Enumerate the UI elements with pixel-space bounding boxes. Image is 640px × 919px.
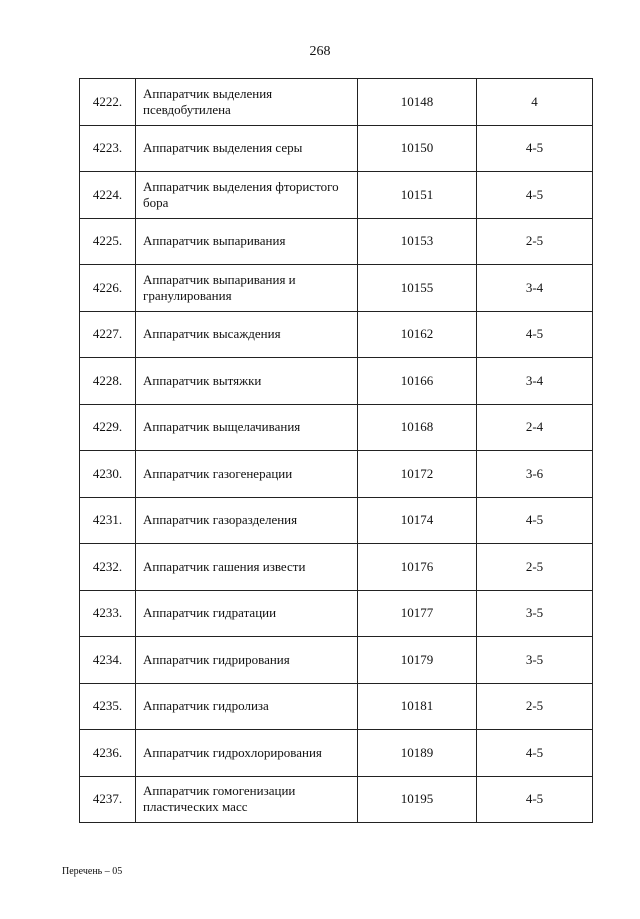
professions-table: [79, 78, 593, 823]
profession-code-cell: 10174: [358, 497, 477, 544]
category-range-cell: 4: [477, 79, 593, 126]
profession-code-cell: 10151: [358, 172, 477, 219]
profession-name-cell: Аппаратчик выпаривания и гранулирования: [136, 265, 358, 312]
category-range-cell: 3-6: [477, 451, 593, 498]
table-row: [80, 683, 593, 730]
profession-code-cell: 10168: [358, 404, 477, 451]
table-row: [80, 265, 593, 312]
category-range-cell: 3-5: [477, 590, 593, 637]
profession-name-cell: Аппаратчик гидрохлорирования: [136, 730, 358, 777]
profession-name-cell: Аппаратчик выщелачивания: [136, 404, 358, 451]
profession-code-cell: 10181: [358, 683, 477, 730]
profession-name-cell: Аппаратчик вытяжки: [136, 358, 358, 405]
profession-code-cell: 10172: [358, 451, 477, 498]
table-row: [80, 79, 593, 126]
row-number-cell: 4232.: [80, 544, 136, 591]
category-range-cell: 3-4: [477, 358, 593, 405]
table-row: [80, 776, 593, 823]
row-number-cell: 4227.: [80, 311, 136, 358]
profession-code-cell: 10176: [358, 544, 477, 591]
category-range-cell: 2-5: [477, 218, 593, 265]
row-number-cell: 4231.: [80, 497, 136, 544]
table-row: [80, 544, 593, 591]
category-range-cell: 2-5: [477, 544, 593, 591]
category-range-cell: 4-5: [477, 497, 593, 544]
footer-label: Перечень – 05: [62, 866, 123, 877]
profession-name-cell: Аппаратчик выделения фтористого бора: [136, 172, 358, 219]
table-row: [80, 358, 593, 405]
category-range-cell: 4-5: [477, 172, 593, 219]
profession-code-cell: 10153: [358, 218, 477, 265]
row-number-cell: 4223.: [80, 125, 136, 172]
category-range-cell: 3-4: [477, 265, 593, 312]
row-number-cell: 4235.: [80, 683, 136, 730]
profession-code-cell: 10179: [358, 637, 477, 684]
profession-name-cell: Аппаратчик выделения серы: [136, 125, 358, 172]
row-number-cell: 4225.: [80, 218, 136, 265]
table-row: [80, 637, 593, 684]
row-number-cell: 4226.: [80, 265, 136, 312]
row-number-cell: 4234.: [80, 637, 136, 684]
profession-name-cell: Аппаратчик гидратации: [136, 590, 358, 637]
profession-name-cell: Аппаратчик выделения псевдобутилена: [136, 79, 358, 126]
category-range-cell: 3-5: [477, 637, 593, 684]
row-number-cell: 4224.: [80, 172, 136, 219]
table-row: [80, 125, 593, 172]
profession-code-cell: 10189: [358, 730, 477, 777]
profession-code-cell: 10148: [358, 79, 477, 126]
profession-code-cell: 10155: [358, 265, 477, 312]
category-range-cell: 2-5: [477, 683, 593, 730]
row-number-cell: 4229.: [80, 404, 136, 451]
profession-name-cell: Аппаратчик гомогенизации пластических масс: [136, 776, 358, 823]
profession-code-cell: 10166: [358, 358, 477, 405]
row-number-cell: 4228.: [80, 358, 136, 405]
profession-code-cell: 10162: [358, 311, 477, 358]
table-row: [80, 218, 593, 265]
row-number-cell: 4222.: [80, 79, 136, 126]
table-row: [80, 404, 593, 451]
row-number-cell: 4237.: [80, 776, 136, 823]
profession-name-cell: Аппаратчик гидрирования: [136, 637, 358, 684]
table-row: [80, 311, 593, 358]
row-number-cell: 4236.: [80, 730, 136, 777]
page-number: 268: [309, 44, 331, 59]
table-row: [80, 730, 593, 777]
row-number-cell: 4233.: [80, 590, 136, 637]
profession-name-cell: Аппаратчик газогенерации: [136, 451, 358, 498]
profession-name-cell: Аппаратчик гидролиза: [136, 683, 358, 730]
profession-name-cell: Аппаратчик гашения извести: [136, 544, 358, 591]
profession-code-cell: 10150: [358, 125, 477, 172]
table-row: [80, 497, 593, 544]
row-number-cell: 4230.: [80, 451, 136, 498]
profession-name-cell: Аппаратчик газоразделения: [136, 497, 358, 544]
profession-code-cell: 10195: [358, 776, 477, 823]
profession-name-cell: Аппаратчик выпаривания: [136, 218, 358, 265]
category-range-cell: 2-4: [477, 404, 593, 451]
category-range-cell: 4-5: [477, 311, 593, 358]
table-row: [80, 590, 593, 637]
category-range-cell: 4-5: [477, 730, 593, 777]
profession-name-cell: Аппаратчик высаждения: [136, 311, 358, 358]
category-range-cell: 4-5: [477, 776, 593, 823]
table-row: [80, 451, 593, 498]
profession-code-cell: 10177: [358, 590, 477, 637]
table-row: [80, 172, 593, 219]
category-range-cell: 4-5: [477, 125, 593, 172]
